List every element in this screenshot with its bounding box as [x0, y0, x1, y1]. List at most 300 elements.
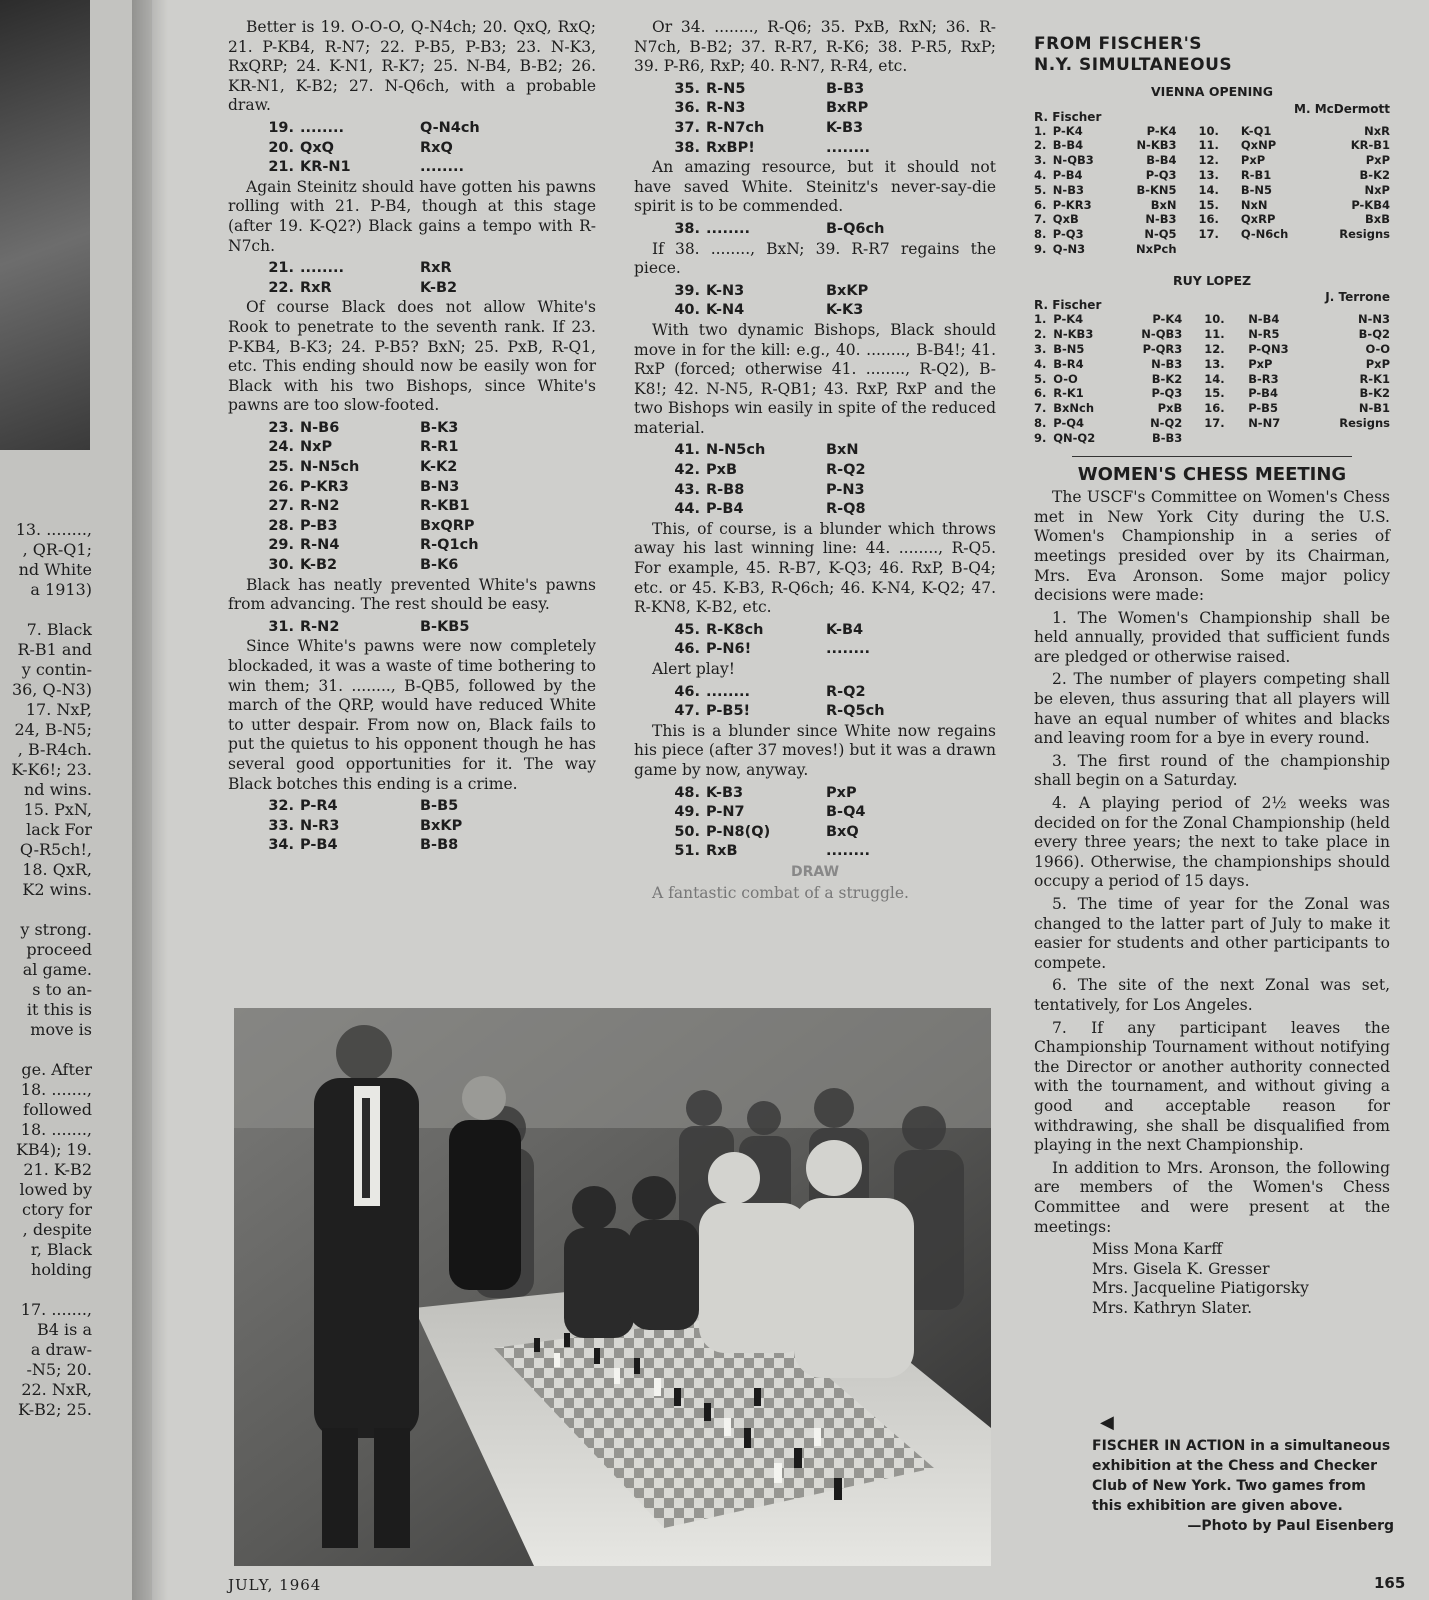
- move-row: [228, 119, 596, 139]
- move-row: [228, 438, 596, 458]
- move-list: [228, 797, 596, 856]
- photo-credit: —Photo by Paul Eisenberg: [1187, 1518, 1394, 1534]
- move-row: [634, 784, 996, 804]
- game-row: [1034, 401, 1390, 416]
- fragment-line: move is: [30, 1020, 92, 1039]
- move-number: 13.: [1204, 356, 1225, 371]
- fragment-line: R-B1 and: [17, 640, 92, 659]
- move-row: [228, 139, 596, 159]
- fragment-line: r, Black: [30, 1240, 92, 1259]
- black-move: KR-B1: [1350, 138, 1390, 153]
- fragment-line: [0, 1040, 92, 1060]
- black-move: K-B3: [826, 119, 864, 136]
- page-gutter-shadow: [132, 0, 168, 1600]
- black-move: Resigns: [1339, 415, 1390, 430]
- players-line: [1034, 290, 1390, 312]
- annotation: With two dynamic Bishops, Black should move in for the kill: e.g., 40. ........, B-B4!; 41. RxP (forced; otherwise 41. ........, R-Q2), B-K8!; 42. N-N5, R-QB1; 43. RxP, RxP and the two Bishops win easily in spite of the reduced material.: [634, 320, 996, 437]
- move-number: 35.: [674, 80, 700, 97]
- white-move: K-Q1: [1240, 123, 1272, 138]
- black-move: PxP: [1365, 356, 1390, 371]
- annotation: Black has neatly prevented White's pawns from advancing. The rest should be easy.: [228, 575, 596, 614]
- black-player: M. McDermott: [1294, 101, 1390, 116]
- white-move: BxNch: [1053, 401, 1095, 416]
- white-move: QxNP: [1240, 138, 1277, 153]
- move-number: 23.: [268, 419, 294, 436]
- move-list: [228, 618, 596, 638]
- move-row: [228, 797, 596, 817]
- fragment-line: lack For: [26, 820, 92, 839]
- move-row: [634, 139, 996, 159]
- white-move: Q-N6ch: [1240, 227, 1289, 242]
- move-number: 17.: [1204, 415, 1225, 430]
- white-move: N-N5ch: [300, 459, 360, 476]
- move-number: 9.: [1034, 430, 1047, 445]
- white-move: B-N5: [1240, 182, 1273, 197]
- opening-name: RUY LOPEZ: [1172, 272, 1252, 288]
- move-row: [634, 220, 996, 240]
- black-move: B-K2: [1359, 386, 1390, 401]
- move-number: 16.: [1204, 401, 1225, 416]
- fragment-line: , B-R4ch.: [17, 740, 92, 759]
- move-number: 14.: [1204, 371, 1225, 386]
- game-row: [1034, 138, 1390, 153]
- move-number: 22.: [268, 279, 294, 296]
- move-number: 17.: [1198, 227, 1219, 242]
- move-row: [634, 702, 996, 722]
- fragment-line: y strong.: [20, 920, 92, 939]
- black-move: B-B3: [826, 80, 865, 97]
- game-row: [1034, 342, 1390, 357]
- white-player: R. Fischer: [1034, 109, 1102, 124]
- article-title: WOMEN'S CHESS MEETING: [1077, 463, 1347, 485]
- move-number: 46.: [674, 641, 700, 658]
- move-number: 6.: [1034, 386, 1047, 401]
- move-row: [228, 618, 596, 638]
- black-move: B-K2: [1151, 371, 1183, 386]
- move-list: [228, 119, 596, 178]
- page-number: 165: [1374, 1574, 1406, 1592]
- black-move: NxP: [1364, 182, 1390, 197]
- game-row: [1034, 212, 1390, 227]
- black-move: R-Q2: [826, 462, 866, 479]
- draw-result: DRAW: [790, 863, 840, 880]
- fragment-line: , despite: [22, 1220, 92, 1239]
- game-row: [1034, 227, 1390, 242]
- move-number: 13.: [1198, 167, 1219, 182]
- issue-date: JULY, 1964: [228, 1576, 322, 1594]
- move-list: [228, 259, 596, 298]
- move-row: [228, 817, 596, 837]
- black-move: B-Q2: [1358, 327, 1390, 342]
- fragment-line: , QR-Q1;: [22, 540, 92, 559]
- fragment-line: nd White: [18, 560, 92, 579]
- white-move: K-B3: [706, 784, 744, 801]
- white-move: QxB: [1052, 212, 1079, 227]
- move-number: 44.: [674, 501, 700, 518]
- move-number: 5.: [1034, 371, 1047, 386]
- white-move: P-B5: [1248, 401, 1278, 416]
- game-row: [1034, 431, 1390, 446]
- white-move: P-K4: [1052, 123, 1083, 138]
- policy-item: 5. The time of year for the Zonal was changed to the latter part of July to make it easier for students and other participants to compete.: [1034, 895, 1390, 972]
- white-move: NxN: [1240, 197, 1268, 212]
- black-move: R-Q2: [826, 683, 866, 700]
- caption-lead: FISCHER IN ACTION: [1092, 1438, 1246, 1454]
- white-move: P-B4: [706, 501, 744, 518]
- move-row: [228, 556, 596, 576]
- fragment-line: followed: [23, 1100, 92, 1119]
- photo-illustration: [234, 1008, 991, 1566]
- white-move: ........: [300, 260, 345, 277]
- move-number: 27.: [268, 498, 294, 515]
- game-score-table: [1034, 312, 1390, 445]
- black-move: B-B3: [1151, 430, 1183, 445]
- policy-item: 4. A playing period of 2½ weeks was decided on for the Zonal Championship (held every three years; the next to take place in 1966). Otherwise, the championships should occupy a period of 15 days.: [1034, 794, 1390, 891]
- white-move: P-K4: [1053, 312, 1084, 327]
- move-row: [634, 301, 996, 321]
- black-move: P-K4: [1146, 123, 1177, 138]
- white-move: B-R4: [1053, 356, 1084, 371]
- black-move: K-B2: [420, 279, 458, 296]
- white-move: PxP: [1248, 356, 1273, 371]
- move-row: [228, 478, 596, 498]
- annotation: Again Steinitz should have gotten his pawns rolling with 21. P-B4, though at this stage (after 19. K-Q2?) Black gains a tempo with R-N7ch.: [228, 177, 596, 255]
- left-page-fragment: [0, 0, 152, 1600]
- paragraph: In addition to Mrs. Aronson, the following are members of the Women's Chess Committee and were present at the meetings:: [1034, 1158, 1390, 1236]
- fragment-line: B4 is a: [37, 1320, 92, 1339]
- fragment-line: a 1913): [30, 580, 92, 599]
- black-move: PxP: [826, 784, 857, 801]
- white-move: ........: [706, 220, 751, 237]
- fragment-line: K-B2; 25.: [17, 1400, 92, 1419]
- black-move: ........: [826, 139, 871, 156]
- black-move: BxQRP: [420, 517, 475, 534]
- move-row: [634, 803, 996, 823]
- move-number: 34.: [268, 837, 294, 854]
- move-number: 48.: [674, 784, 700, 801]
- fragment-line: nd wins.: [23, 780, 92, 799]
- white-move: R-N3: [706, 100, 746, 117]
- fragment-line: -N5; 20.: [26, 1360, 92, 1379]
- white-move: P-B3: [300, 517, 338, 534]
- move-number: 8.: [1034, 227, 1047, 242]
- fragment-line: al game.: [22, 960, 92, 979]
- white-move: ........: [706, 683, 751, 700]
- black-move: B-KB5: [420, 618, 470, 635]
- white-move: [1248, 431, 1311, 446]
- white-move: P-N7: [706, 804, 745, 821]
- annotation: This, of course, is a blunder which throws away his last winning line: 44. ........, R-Q5. For example, 45. R-B7, K-Q3; 46. RxP, B-Q4; etc. or 45. K-B3, R-Q6ch; 46. K-N4, K-Q2; 47. R-KN8, K-B2, etc.: [634, 519, 996, 617]
- fragment-line: a draw-: [30, 1340, 92, 1359]
- black-move: B-Q4: [826, 804, 866, 821]
- annotation: If 38. ........, BxN; 39. R-R7 regains the piece.: [634, 239, 996, 278]
- fragment-line: [0, 600, 92, 620]
- white-move: N-B6: [300, 419, 340, 436]
- black-move: B-B4: [1146, 153, 1177, 168]
- white-move: PxB: [706, 462, 738, 479]
- move-row: [634, 621, 996, 641]
- black-move: P-Q3: [1151, 386, 1183, 401]
- committee-member: Mrs. Kathryn Slater.: [1092, 1298, 1253, 1317]
- black-move: BxQ: [826, 823, 859, 840]
- white-move: P-R4: [300, 798, 338, 815]
- move-number: 21.: [268, 260, 294, 277]
- move-number: [1177, 242, 1241, 257]
- fragment-line: 36, Q-N3): [11, 680, 92, 699]
- move-number: 51.: [674, 843, 700, 860]
- black-move: B-Q6ch: [826, 220, 885, 237]
- game-row: [1034, 327, 1390, 342]
- black-move: BxKP: [420, 817, 463, 834]
- white-move: N-B4: [1248, 312, 1280, 327]
- move-row: [228, 836, 596, 856]
- move-row: [634, 683, 996, 703]
- move-number: 20.: [268, 139, 294, 156]
- move-list: [634, 784, 996, 862]
- move-number: 36.: [674, 100, 700, 117]
- section-subtitle: N.Y. SIMULTANEOUS: [1034, 55, 1233, 75]
- black-move: R-Q8: [826, 501, 866, 518]
- move-row: [228, 517, 596, 537]
- white-move: R-N2: [300, 498, 340, 515]
- white-move: R-K8ch: [706, 621, 764, 638]
- move-number: 6.: [1034, 197, 1047, 212]
- section-title: FROM FISCHER'S: [1034, 34, 1203, 54]
- move-number: 10.: [1198, 123, 1219, 138]
- white-move: N-N7: [1248, 415, 1281, 430]
- fragment-line: 18. .......,: [20, 1080, 92, 1099]
- black-move: [1311, 431, 1390, 446]
- white-move: [1241, 242, 1313, 257]
- black-move: PxB: [1157, 401, 1183, 416]
- fragment-line: 18. QxR,: [22, 860, 92, 879]
- move-number: 41.: [674, 442, 700, 459]
- black-move: BxB: [1365, 212, 1390, 227]
- annotation: A fantastic combat of a struggle.: [652, 883, 909, 902]
- move-row: [634, 441, 996, 461]
- left-page-photo: [0, 0, 90, 450]
- game-row: [1034, 153, 1390, 168]
- white-move: RxBP!: [706, 139, 755, 156]
- move-number: 14.: [1198, 182, 1219, 197]
- white-move: QxQ: [300, 139, 335, 156]
- move-number: 26.: [268, 478, 294, 495]
- move-number: 5.: [1034, 182, 1047, 197]
- fragment-line: ctory for: [22, 1200, 92, 1219]
- white-move: KR-N1: [300, 159, 351, 176]
- black-move: Resigns: [1339, 227, 1390, 242]
- committee-member: Miss Mona Karff: [1092, 1240, 1223, 1259]
- game-row: [1034, 124, 1390, 139]
- black-move: B-B5: [420, 798, 459, 815]
- white-move: R-N2: [300, 618, 340, 635]
- black-move: B-K3: [420, 419, 459, 436]
- left-page-text: [0, 520, 92, 1420]
- game-row: [1034, 357, 1390, 372]
- move-number: 2.: [1034, 327, 1047, 342]
- move-number: 3.: [1034, 153, 1047, 168]
- game-row: [1034, 416, 1390, 431]
- white-move: RxR: [300, 279, 332, 296]
- move-number: 24.: [268, 439, 294, 456]
- black-move: N-Q2: [1150, 415, 1183, 430]
- move-number: 38.: [674, 220, 700, 237]
- white-move: N-QB3: [1052, 153, 1094, 168]
- fragment-line: it this is: [26, 1000, 92, 1019]
- white-move: R-N7ch: [706, 119, 765, 136]
- arrow-left-icon: ◀: [1100, 1412, 1114, 1433]
- move-number: 37.: [674, 119, 700, 136]
- move-row: [228, 259, 596, 279]
- black-move: ........: [826, 641, 871, 658]
- member-list: [1034, 1240, 1390, 1318]
- move-number: 3.: [1034, 341, 1047, 356]
- white-move: N-B3: [1052, 182, 1084, 197]
- move-number: 42.: [674, 462, 700, 479]
- column-2: [634, 18, 996, 906]
- move-row: [228, 158, 596, 178]
- move-number: 19.: [268, 119, 294, 136]
- move-list: [634, 282, 996, 321]
- move-number: 46.: [674, 683, 700, 700]
- fragment-line: 7. Black: [26, 620, 92, 639]
- move-number: 2.: [1034, 138, 1047, 153]
- black-move: K-K2: [420, 459, 458, 476]
- white-move: B-R3: [1248, 371, 1279, 386]
- photo-caption: [1092, 1436, 1394, 1536]
- black-move: P-Q3: [1145, 167, 1177, 182]
- fragment-line: 15. PxN,: [23, 800, 92, 819]
- opening-name: VIENNA OPENING: [1151, 84, 1273, 99]
- fragment-line: proceed: [26, 940, 92, 959]
- white-move: R-K1: [1053, 386, 1084, 401]
- move-list: [634, 441, 996, 519]
- annotation: This is a blunder since White now regains his piece (after 37 moves!) but it was a drawn game by now, anyway.: [634, 721, 996, 779]
- white-move: P-Q4: [1053, 415, 1085, 430]
- move-number: 21.: [268, 159, 294, 176]
- move-number: 12.: [1198, 153, 1219, 168]
- move-number: 28.: [268, 517, 294, 534]
- white-move: P-KR3: [300, 478, 349, 495]
- game-row: [1034, 168, 1390, 183]
- black-move: N-N3: [1357, 312, 1390, 327]
- black-move: BxRP: [826, 100, 869, 117]
- fragment-line: 13. ........,: [15, 520, 92, 539]
- game-score-table: [1034, 124, 1390, 257]
- column-1: [228, 18, 596, 856]
- move-number: 12.: [1204, 341, 1225, 356]
- fragment-line: [0, 1280, 92, 1300]
- black-move: P-N3: [826, 481, 865, 498]
- move-number: 4.: [1034, 167, 1047, 182]
- black-move: BxN: [1150, 197, 1177, 212]
- fragment-line: s to an-: [32, 980, 92, 999]
- black-player: J. Terrone: [1325, 290, 1390, 305]
- black-move: BxKP: [826, 282, 869, 299]
- white-move: R-N4: [300, 537, 340, 554]
- move-number: 29.: [268, 537, 294, 554]
- white-move: PxP: [1240, 153, 1266, 168]
- white-move: P-N8(Q): [706, 823, 771, 840]
- move-row: [228, 497, 596, 517]
- white-move: N-KB3: [1053, 327, 1094, 342]
- white-move: N-N5ch: [706, 442, 766, 459]
- move-list: [634, 80, 996, 158]
- annotation: An amazing resource, but it should not have saved White. Steinitz's never-say-die spirit is to be commended.: [634, 158, 996, 216]
- move-number: 10.: [1204, 312, 1225, 327]
- white-move: K-B2: [300, 557, 338, 574]
- black-move: K-B4: [826, 621, 864, 638]
- move-number: 1.: [1034, 123, 1047, 138]
- white-move: RxB: [706, 843, 738, 860]
- black-move: ........: [420, 159, 465, 176]
- fragment-line: KB4); 19.: [15, 1140, 92, 1159]
- black-move: R-Q5ch: [826, 703, 885, 720]
- move-number: 1.: [1034, 312, 1047, 327]
- move-list: [634, 220, 996, 240]
- move-row: [634, 500, 996, 520]
- move-row: [634, 640, 996, 660]
- black-move: K-K3: [826, 302, 864, 319]
- black-move: N-B3: [1145, 212, 1177, 227]
- fragment-line: K2 wins.: [22, 880, 92, 899]
- fragment-line: 24, B-N5;: [14, 720, 92, 739]
- white-move: B-B4: [1052, 138, 1084, 153]
- caption-text: in a simultaneous exhibition at the Chess and Checker Club of New York. Two games from this exhibition are given above.: [1092, 1438, 1391, 1514]
- white-move: P-QN3: [1248, 341, 1289, 356]
- white-move: K-N4: [706, 302, 745, 319]
- move-list: [634, 621, 996, 660]
- move-list: [228, 419, 596, 576]
- black-move: NxR: [1364, 123, 1390, 138]
- move-number: 50.: [674, 823, 700, 840]
- game-row: [1034, 372, 1390, 387]
- black-move: N-Q5: [1144, 227, 1177, 242]
- annotation: Better is 19. O-O-O, Q-N4ch; 20. QxQ, RxQ; 21. P-KB4, R-N7; 22. P-B5, P-B3; 23. N-K3, RxQRP; 24. K-N1, R-K7; 25. N-B4, B-B2; 26. KR-N1, K-B2; 27. N-Q6ch, with a probable draw.: [228, 18, 596, 115]
- game-row: [1034, 386, 1390, 401]
- black-move: BxN: [826, 442, 859, 459]
- black-move: P-QR3: [1142, 341, 1183, 356]
- white-move: NxP: [300, 439, 333, 456]
- black-move: R-Q1ch: [420, 537, 479, 554]
- move-row: [634, 823, 996, 843]
- black-move: [1313, 242, 1390, 257]
- white-move: P-B4: [1052, 167, 1083, 182]
- move-number: 32.: [268, 798, 294, 815]
- fragment-line: holding: [31, 1260, 92, 1279]
- black-move: P-KB4: [1351, 197, 1390, 212]
- game-row: [1034, 183, 1390, 198]
- annotation: Since White's pawns were now completely blockaded, it was a waste of time bothering to win them; 31. ........, B-QB5, followed by the march of the QRP, would have reduced White to utter despair. From now on, Black fails to put the quietus to his opponent though he has several good opportunities for it. The way Black botches this ending is a crime.: [228, 637, 596, 793]
- black-move: N-KB3: [1136, 138, 1177, 153]
- move-number: 25.: [268, 459, 294, 476]
- white-move: P-Q3: [1052, 227, 1084, 242]
- column-3: [1034, 34, 1390, 1318]
- fragment-line: [0, 900, 92, 920]
- white-move: P-B4: [1248, 386, 1278, 401]
- white-move: P-B4: [300, 837, 338, 854]
- policy-list: [1034, 609, 1390, 1156]
- fragment-line: Q-R5ch!,: [19, 840, 92, 859]
- move-number: 15.: [1198, 197, 1219, 212]
- policy-item: 2. The number of players competing shall be eleven, thus assuring that all players will have an equal number of whites and blacks and leaving room for a bye in every round.: [1034, 670, 1390, 748]
- fragment-line: K-K6!; 23.: [11, 760, 92, 779]
- fragment-line: 17. NxP,: [25, 700, 92, 719]
- move-number: [1182, 431, 1248, 446]
- move-number: 38.: [674, 139, 700, 156]
- white-move: R-B8: [706, 481, 745, 498]
- fragment-line: y contin-: [21, 660, 92, 679]
